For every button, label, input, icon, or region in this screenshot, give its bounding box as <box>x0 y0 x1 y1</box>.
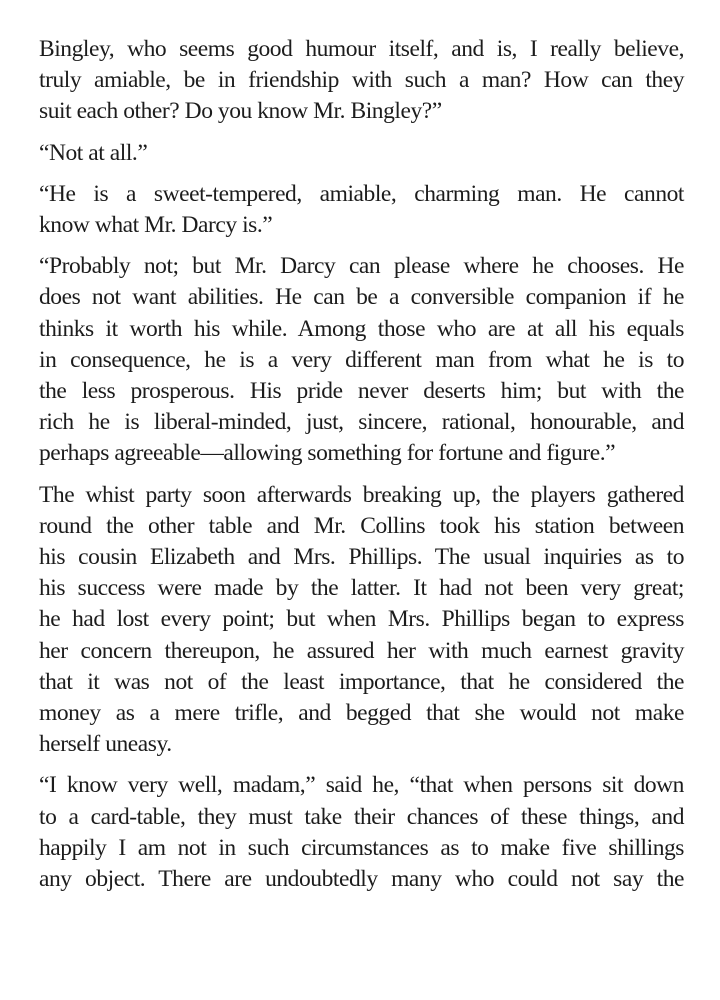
text-line: perhaps agreeable—allowing something for fortune and figure.” <box>39 440 616 467</box>
text-line: his success were made by the latter. It had not been very great; <box>39 575 684 602</box>
text-line: rich he is liberal-minded, just, sincere, rational, honourable, and <box>39 409 684 436</box>
text-line: does not want abilities. He can be a conversible companion if he <box>39 284 684 311</box>
book-page <box>39 34 684 905</box>
text-line: round the other table and Mr. Collins took his station between <box>39 512 684 539</box>
text-line: to a card-table, they must take their chances of these things, and <box>39 803 684 830</box>
text-line: happily I am not in such circumstances as to make five shillings <box>39 834 684 861</box>
paragraph-3 <box>39 179 684 241</box>
text-line: suit each other? Do you know Mr. Bingley?” <box>39 98 442 125</box>
paragraph-4 <box>39 251 684 469</box>
text-line: thinks it worth his while. Among those who are at all his equals <box>39 315 684 342</box>
text-line: herself uneasy. <box>39 731 172 758</box>
text-line: he had lost every point; but when Mrs. Phillips began to express <box>39 606 684 633</box>
text-line: the less prosperous. His pride never deserts him; but with the <box>39 378 684 405</box>
paragraph-2 <box>39 138 684 169</box>
paragraph-6 <box>39 770 684 895</box>
paragraph-5 <box>39 480 684 761</box>
paragraph-1 <box>39 34 684 128</box>
text-line: Bingley, who seems good humour itself, and is, I really believe, <box>39 36 684 62</box>
text-line: her concern thereupon, he assured her with much earnest gravity <box>39 637 684 664</box>
text-line: “He is a sweet-tempered, amiable, charming man. He cannot <box>39 180 684 207</box>
text-line: in consequence, he is a very different man from what he is to <box>39 346 684 373</box>
text-line: “Not at all.” <box>39 139 148 166</box>
text-line: “Probably not; but Mr. Darcy can please where he chooses. He <box>39 253 684 280</box>
text-line: The whist party soon afterwards breaking up, the players gathered <box>39 481 684 508</box>
text-line: truly amiable, be in friendship with such a man? How can they <box>39 67 684 94</box>
text-line: that it was not of the least importance, that he considered the <box>39 668 684 695</box>
text-line: his cousin Elizabeth and Mrs. Phillips. The usual inquiries as to <box>39 544 684 571</box>
text-line: know what Mr. Darcy is.” <box>39 212 273 239</box>
text-line: money as a mere trifle, and begged that she would not make <box>39 700 684 727</box>
text-line: any object. There are undoubtedly many who could not say the <box>39 866 684 893</box>
text-line: “I know very well, madam,” said he, “that when persons sit down <box>39 772 684 799</box>
